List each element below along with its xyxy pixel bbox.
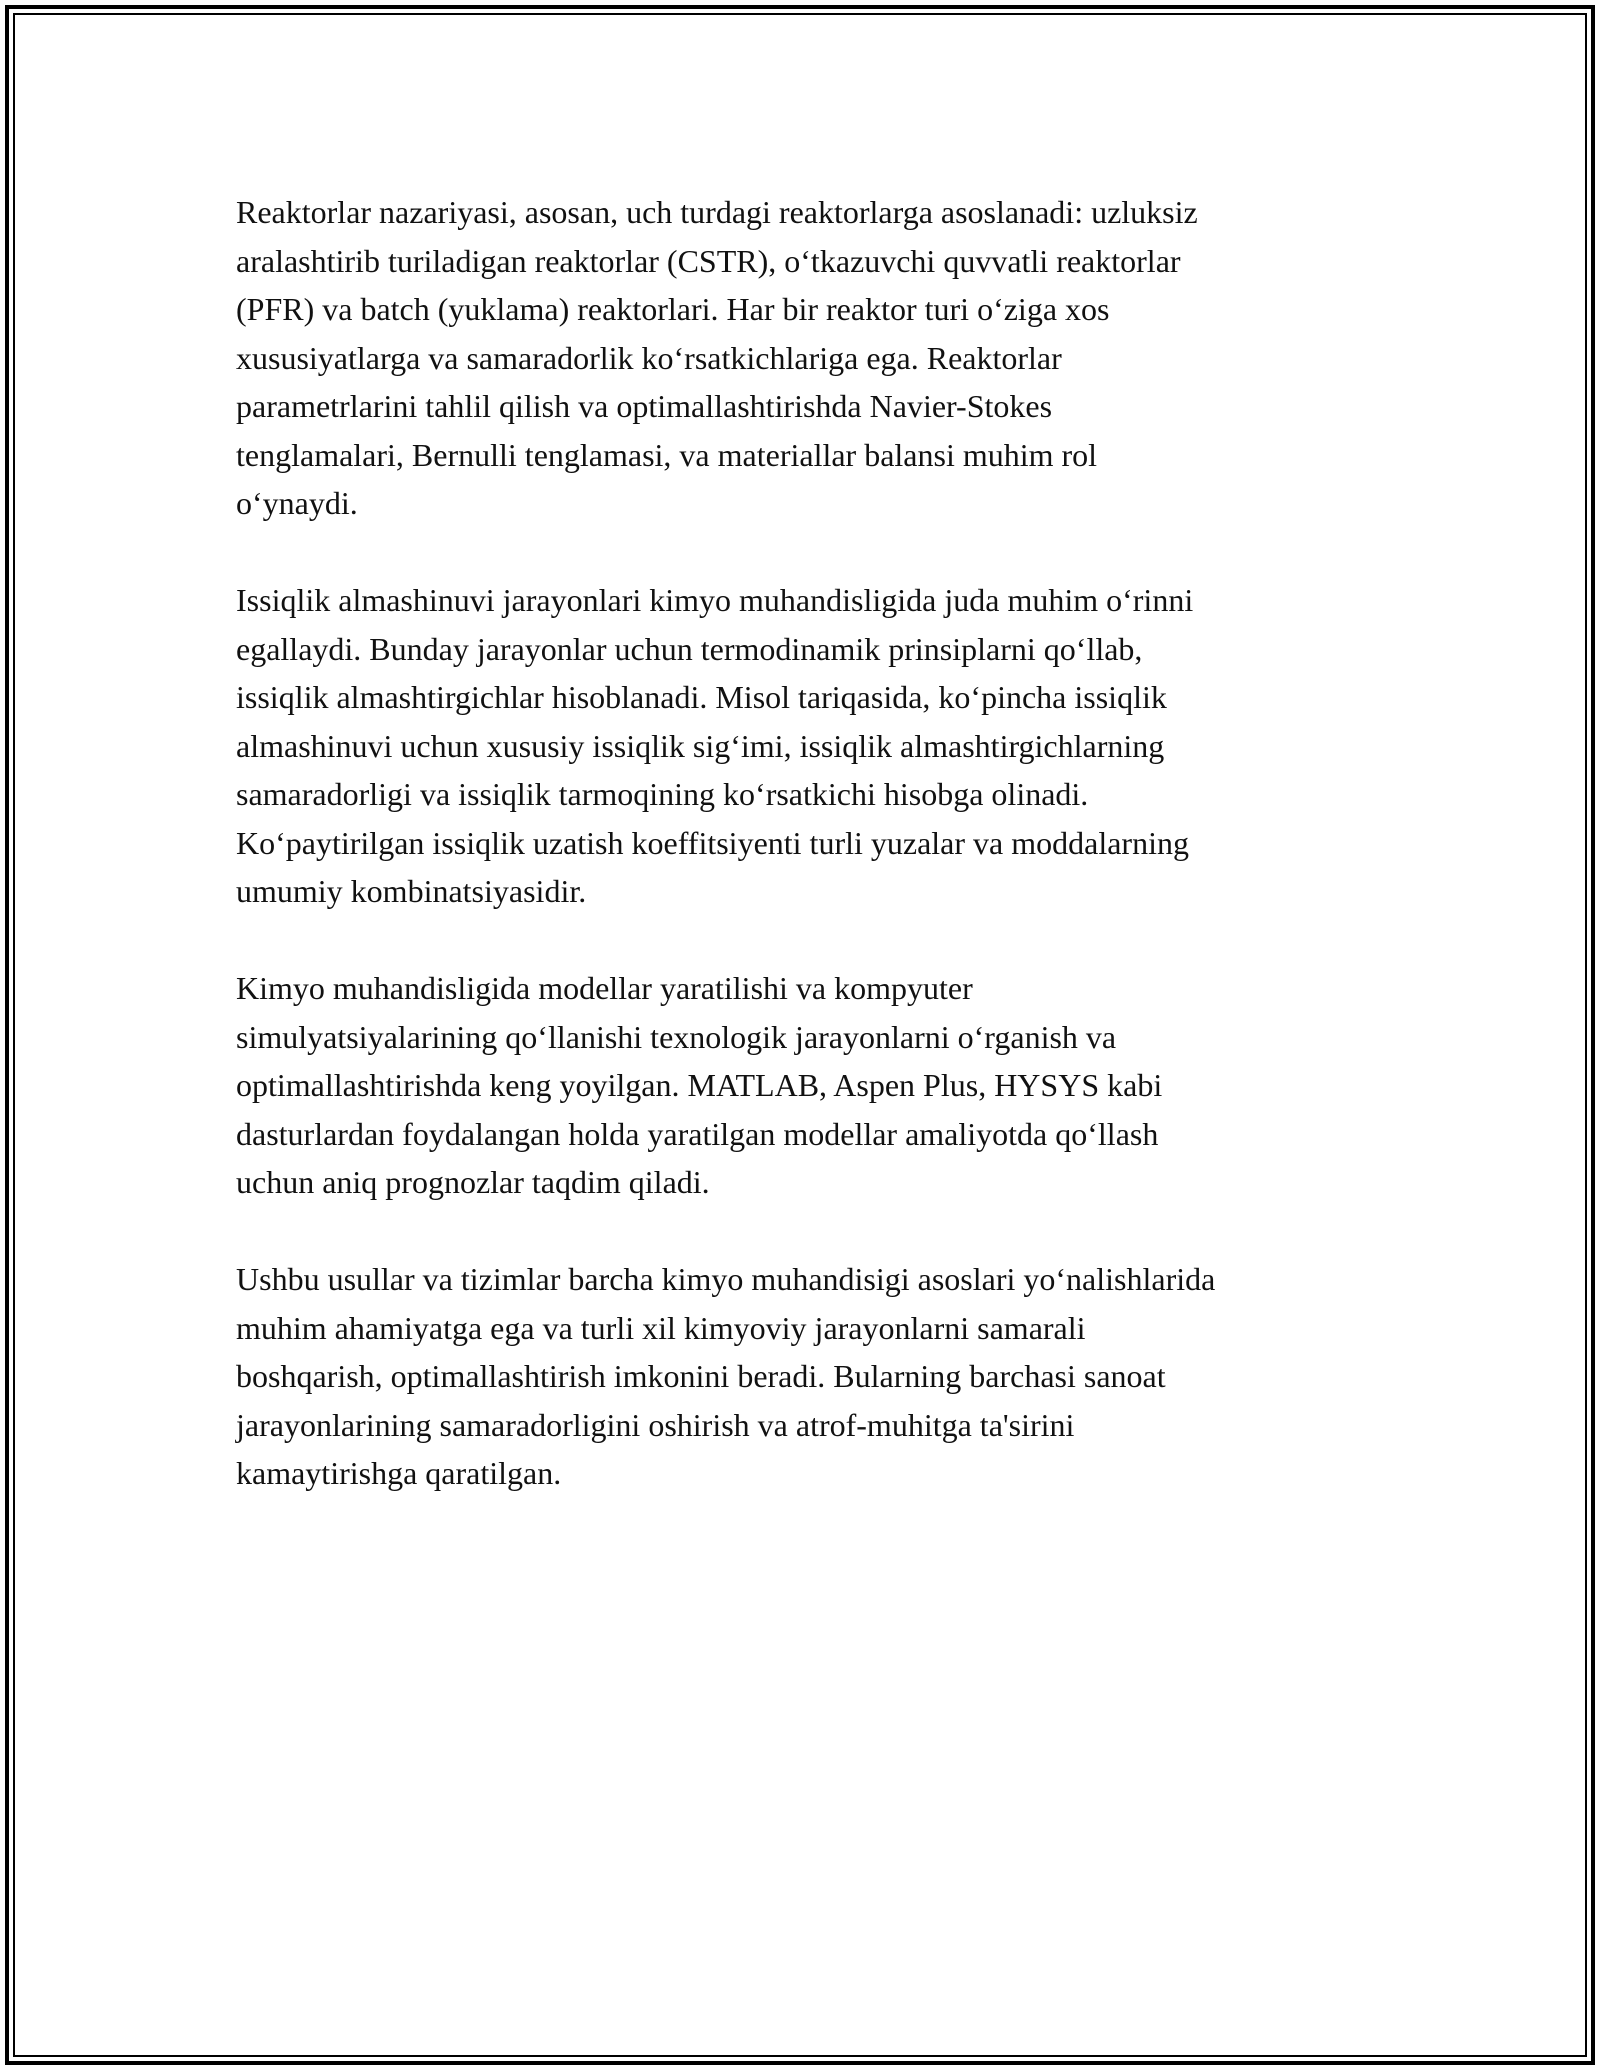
paragraph-modeling [236, 964, 1396, 1207]
text-line: kamaytirishga qaratilgan. [236, 1455, 562, 1491]
paragraph-conclusion [236, 1255, 1396, 1498]
paragraph-reactors [236, 188, 1396, 528]
text-line: optimallashtirishda keng yoyilgan. MATLAB, Aspen Plus, HYSYS kabi [236, 1067, 1163, 1103]
text-line: egallaydi. Bunday jarayonlar uchun termodinamik prinsiplarni qo‘llab, [236, 630, 1143, 667]
text-line: xususiyatlarga va samaradorlik ko‘rsatkichlariga ega. Reaktorlar [236, 339, 1062, 376]
text-line: o‘ynaydi. [236, 485, 358, 521]
text-line: Ushbu usullar va tizimlar barcha kimyo muhandisigi asoslari yo‘nalishlarida [236, 1261, 1216, 1297]
text-line: Kimyo muhandisligida modellar yaratilishi va kompyuter [236, 970, 973, 1006]
text-line: issiqlik almashtirgichlar hisoblanadi. Misol tariqasida, ko‘pincha issiqlik [236, 679, 1167, 715]
text-line: simulyatsiyalarining qo‘llanishi texnologik jarayonlarni o‘rganish va [236, 1018, 1117, 1055]
text-line: Issiqlik almashinuvi jarayonlari kimyo muhandisligida juda muhim o‘rinni [236, 582, 1194, 618]
paragraph-heat-exchange [236, 576, 1396, 916]
text-line: samaradorligi va issiqlik tarmoqining ko‘rsatkichi hisobga olinadi. [236, 776, 1089, 812]
document-body [236, 188, 1396, 1546]
text-line: tenglamalari, Bernulli tenglamasi, va materiallar balansi muhim rol [236, 436, 1098, 473]
text-line: Reaktorlar nazariyasi, asosan, uch turdagi reaktorlarga asoslanadi: uzluksiz [236, 194, 1198, 230]
text-line: (PFR) va batch (yuklama) reaktorlari. Har bir reaktor turi o‘ziga xos [236, 291, 1110, 327]
text-line: muhim ahamiyatga ega va turli xil kimyoviy jarayonlarni samarali [236, 1309, 1086, 1346]
text-line: almashinuvi uchun xususiy issiqlik sig‘imi, issiqlik almashtirgichlarning [236, 727, 1165, 764]
text-line: Ko‘paytirilgan issiqlik uzatish koeffitsiyenti turli yuzalar va moddalarning [236, 824, 1189, 861]
text-line: umumiy kombinatsiyasidir. [236, 873, 587, 909]
text-line: boshqarish, optimallashtirish imkonini beradi. Bularning barchasi sanoat [236, 1358, 1166, 1394]
text-line: aralashtirib turiladigan reaktorlar (CSTR), o‘tkazuvchi quvvatli reaktorlar [236, 242, 1181, 279]
text-line: parametrlarini tahlil qilish va optimallashtirishda Navier-Stokes [236, 388, 1053, 424]
text-line: jarayonlarining samaradorligini oshirish va atrof-muhitga ta'sirini [236, 1406, 1075, 1443]
text-line: uchun aniq prognozlar taqdim qiladi. [236, 1164, 710, 1200]
text-line: dasturlardan foydalangan holda yaratilgan modellar amaliyotda qo‘llash [236, 1115, 1159, 1152]
